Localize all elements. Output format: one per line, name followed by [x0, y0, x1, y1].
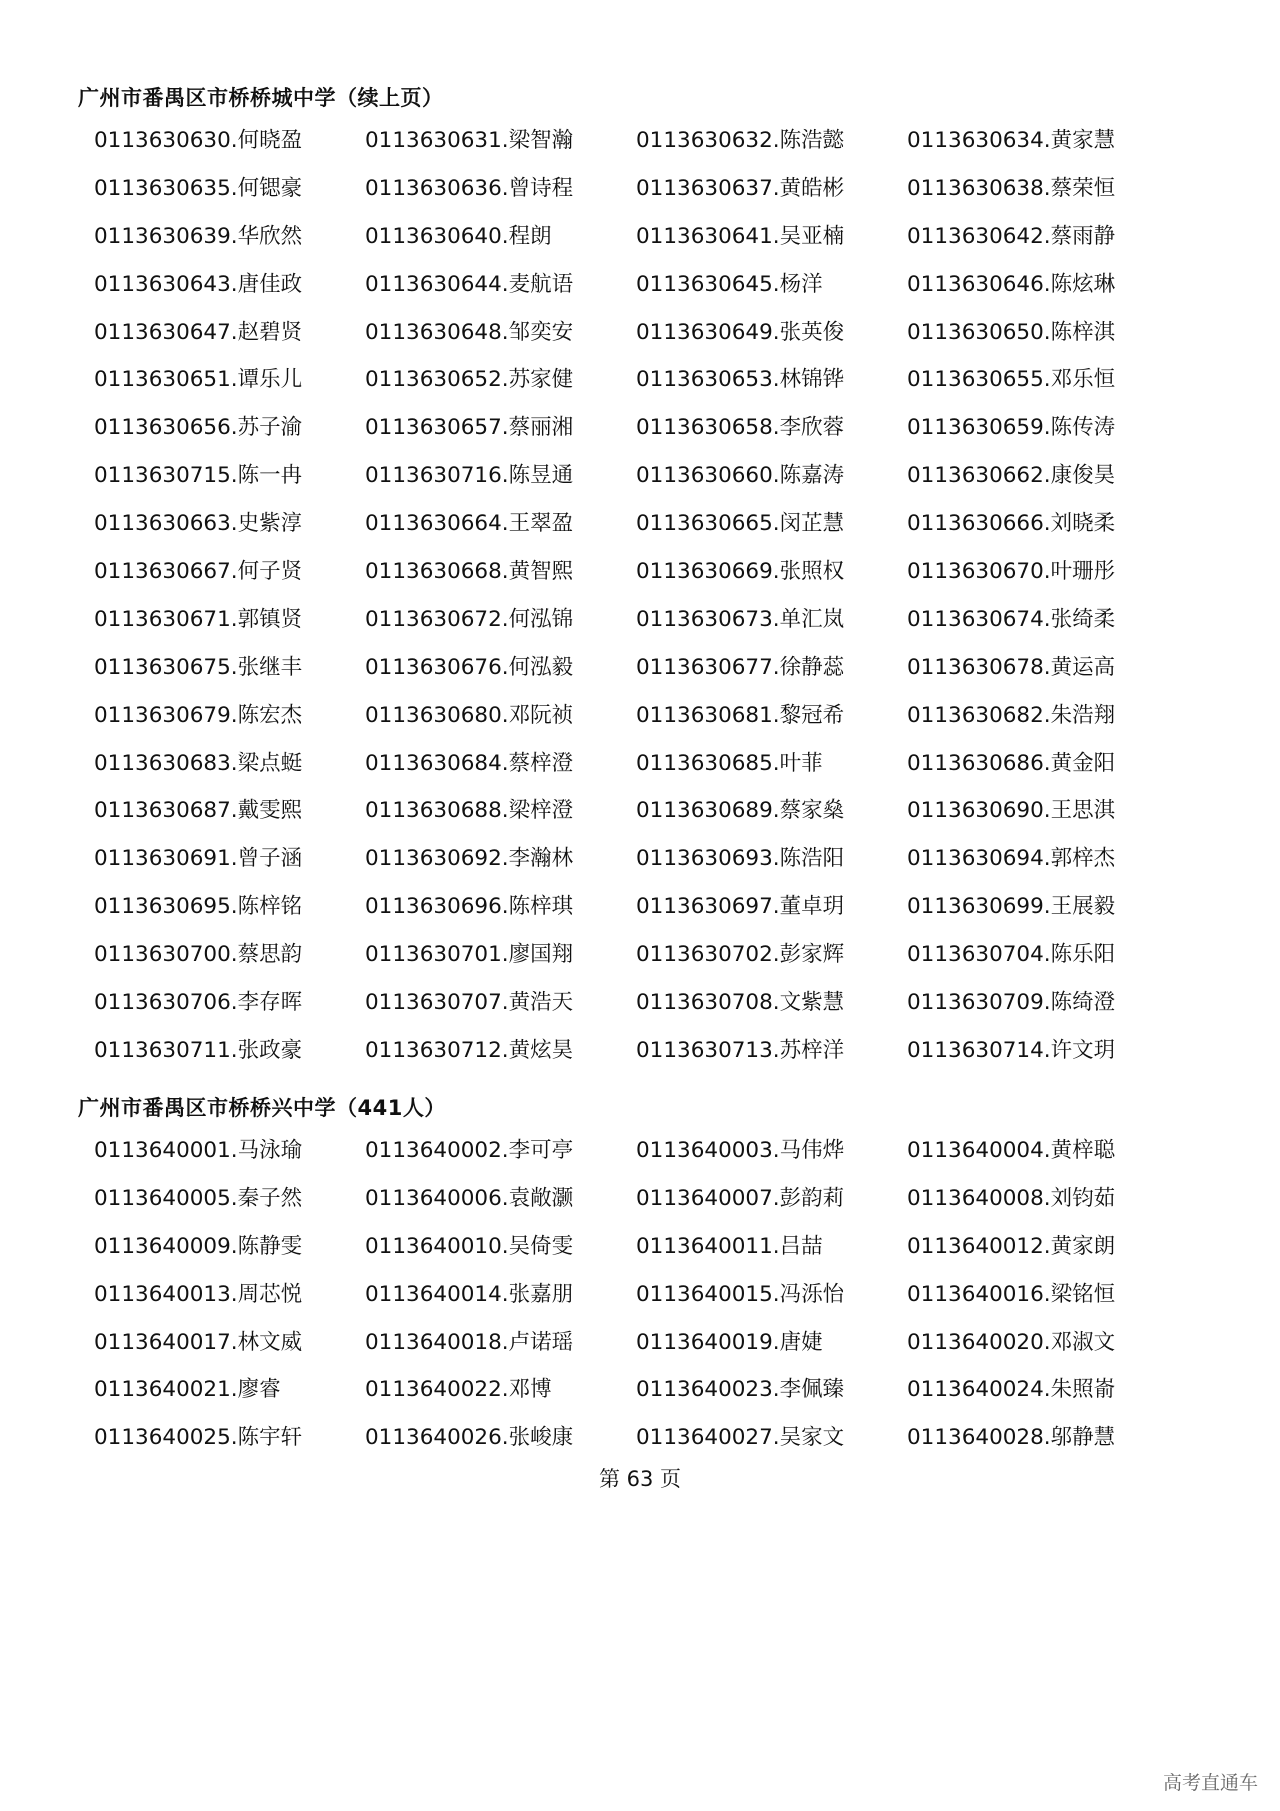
entry: 0113640022.邓博	[365, 1377, 552, 1403]
entry: 0113630680.邓阮祯	[365, 702, 574, 728]
entry: 0113630647.赵碧贤	[94, 319, 303, 345]
entry: 0113630712.黄炫昊	[365, 1037, 574, 1063]
entry: 0113630638.蔡荣恒	[907, 175, 1116, 201]
entry: 0113630659.陈传涛	[907, 415, 1116, 441]
entry: 0113630706.李存晖	[94, 990, 303, 1016]
section-title: 广州市番禺区市桥桥城中学（续上页）	[78, 86, 444, 110]
entry: 0113630660.陈嘉涛	[636, 463, 845, 489]
entry: 0113630637.黄皓彬	[636, 175, 845, 201]
entry: 0113630643.唐佳政	[94, 271, 303, 297]
entry: 0113630664.王翠盈	[365, 511, 574, 537]
entry: 0113630674.张绮柔	[907, 606, 1116, 632]
entry: 0113640010.吴倚雯	[365, 1233, 574, 1259]
entry: 0113630702.彭家辉	[636, 942, 845, 968]
entry: 0113630650.陈梓淇	[907, 319, 1116, 345]
entry: 0113630668.黄智熙	[365, 559, 574, 585]
entry-grid	[94, 1127, 1194, 1462]
entry: 0113630655.邓乐恒	[907, 367, 1116, 393]
entry: 0113640005.秦子然	[94, 1185, 303, 1211]
entry: 0113640019.唐婕	[636, 1329, 823, 1355]
entry: 0113640007.彭韵莉	[636, 1185, 845, 1211]
entry: 0113630715.陈一冉	[94, 463, 303, 489]
entry: 0113630683.梁点蜓	[94, 750, 303, 776]
entry: 0113630692.李瀚林	[365, 846, 574, 872]
entry: 0113640014.张嘉朋	[365, 1281, 574, 1307]
entry: 0113630644.麦航语	[365, 271, 574, 297]
entry: 0113630645.杨洋	[636, 271, 823, 297]
entry: 0113630669.张照权	[636, 559, 845, 585]
entry: 0113640027.吴家文	[636, 1425, 845, 1451]
entry: 0113630679.陈宏杰	[94, 702, 303, 728]
entry: 0113630662.康俊昊	[907, 463, 1116, 489]
entry: 0113630711.张政豪	[94, 1037, 303, 1063]
entry: 0113630704.陈乐阳	[907, 942, 1116, 968]
entry: 0113630640.程朗	[365, 223, 552, 249]
entry: 0113640018.卢诺瑶	[365, 1329, 574, 1355]
page-number: 第 63 页	[598, 1467, 682, 1491]
entry: 0113630693.陈浩阳	[636, 846, 845, 872]
entry: 0113630631.梁智瀚	[365, 128, 574, 153]
entry: 0113630653.林锦铧	[636, 367, 845, 393]
entry: 0113630689.蔡家燊	[636, 798, 845, 824]
entry: 0113630716.陈昱通	[365, 463, 574, 489]
entry: 0113640006.袁敞灏	[365, 1185, 574, 1211]
entry: 0113630652.苏家健	[365, 367, 574, 393]
entry: 0113630713.苏梓洋	[636, 1037, 845, 1063]
entry: 0113640023.李佩臻	[636, 1377, 845, 1403]
entry: 0113640024.朱照嵛	[907, 1377, 1116, 1403]
entry: 0113640026.张峻康	[365, 1425, 574, 1451]
entry: 0113640001.马泳瑜	[94, 1138, 303, 1163]
entry: 0113630639.华欣然	[94, 223, 303, 249]
entry: 0113630677.徐静蕊	[636, 654, 845, 680]
entry: 0113640020.邓淑文	[907, 1329, 1116, 1355]
entry: 0113630681.黎冠希	[636, 702, 845, 728]
entry: 0113640021.廖睿	[94, 1377, 281, 1403]
entry: 0113630651.谭乐儿	[94, 367, 303, 393]
entry: 0113630697.董卓玥	[636, 894, 845, 920]
entry: 0113640012.黄家朗	[907, 1233, 1116, 1259]
entry: 0113630701.廖国翔	[365, 942, 574, 968]
entry: 0113630688.梁梓澄	[365, 798, 574, 824]
entry: 0113630695.陈梓铭	[94, 894, 303, 920]
entry: 0113640002.李可亭	[365, 1138, 574, 1163]
entry: 0113630709.陈绮澄	[907, 990, 1116, 1016]
entry: 0113630665.闵芷慧	[636, 511, 845, 537]
entry: 0113630707.黄浩天	[365, 990, 574, 1016]
entry: 0113630699.王展毅	[907, 894, 1116, 920]
entry: 0113630686.黄金阳	[907, 750, 1116, 776]
entry: 0113640004.黄梓聪	[907, 1138, 1116, 1163]
entry: 0113630672.何泓锦	[365, 606, 574, 632]
entry: 0113630682.朱浩翔	[907, 702, 1116, 728]
entry: 0113630667.何子贤	[94, 559, 303, 585]
entry: 0113630636.曾诗程	[365, 175, 574, 201]
entry: 0113630642.蔡雨静	[907, 223, 1116, 249]
entry: 0113640011.吕喆	[636, 1233, 823, 1259]
entry: 0113630675.张继丰	[94, 654, 303, 680]
entry: 0113630670.叶珊彤	[907, 559, 1116, 585]
watermark: 高考直通车	[1162, 1772, 1258, 1794]
entry: 0113630656.苏子渝	[94, 415, 303, 441]
entry-grid	[94, 117, 1194, 1075]
entry: 0113640017.林文威	[94, 1329, 303, 1355]
entry: 0113640016.梁铭恒	[907, 1281, 1116, 1307]
entry: 0113630666.刘晓柔	[907, 511, 1116, 537]
entry: 0113630691.曾子涵	[94, 846, 303, 872]
entry: 0113630684.蔡梓澄	[365, 750, 574, 776]
entry: 0113630663.史紫淳	[94, 511, 303, 537]
entry: 0113630630.何晓盈	[94, 128, 303, 153]
entry: 0113630678.黄运高	[907, 654, 1116, 680]
entry: 0113630634.黄家慧	[907, 128, 1116, 153]
section-title: 广州市番禺区市桥桥兴中学（441人）	[78, 1096, 446, 1120]
entry: 0113630714.许文玥	[907, 1037, 1116, 1063]
entry: 0113630671.郭镇贤	[94, 606, 303, 632]
entry: 0113630676.何泓毅	[365, 654, 574, 680]
entry: 0113630649.张英俊	[636, 319, 845, 345]
entry: 0113630685.叶菲	[636, 750, 823, 776]
entry: 0113630641.吴亚楠	[636, 223, 845, 249]
entry: 0113640009.陈静雯	[94, 1233, 303, 1259]
entry: 0113630694.郭梓杰	[907, 846, 1116, 872]
entry: 0113640025.陈宇轩	[94, 1425, 303, 1451]
entry: 0113630648.邹奕安	[365, 319, 574, 345]
entry: 0113630632.陈浩懿	[636, 128, 845, 153]
entry: 0113640015.冯泺怡	[636, 1281, 845, 1307]
entry: 0113630635.何锶豪	[94, 175, 303, 201]
entry: 0113630696.陈梓琪	[365, 894, 574, 920]
entry: 0113630690.王思淇	[907, 798, 1116, 824]
entry: 0113640003.马伟烨	[636, 1138, 845, 1163]
entry: 0113630673.单汇岚	[636, 606, 845, 632]
entry: 0113630708.文紫慧	[636, 990, 845, 1016]
entry: 0113630646.陈炫琳	[907, 271, 1116, 297]
entry: 0113630658.李欣蓉	[636, 415, 845, 441]
entry: 0113640028.邬静慧	[907, 1425, 1116, 1451]
entry: 0113630700.蔡思韵	[94, 942, 303, 968]
entry: 0113630687.戴雯熙	[94, 798, 303, 824]
entry: 0113640008.刘钧茹	[907, 1185, 1116, 1211]
entry: 0113630657.蔡丽湘	[365, 415, 574, 441]
entry: 0113640013.周芯悦	[94, 1281, 303, 1307]
